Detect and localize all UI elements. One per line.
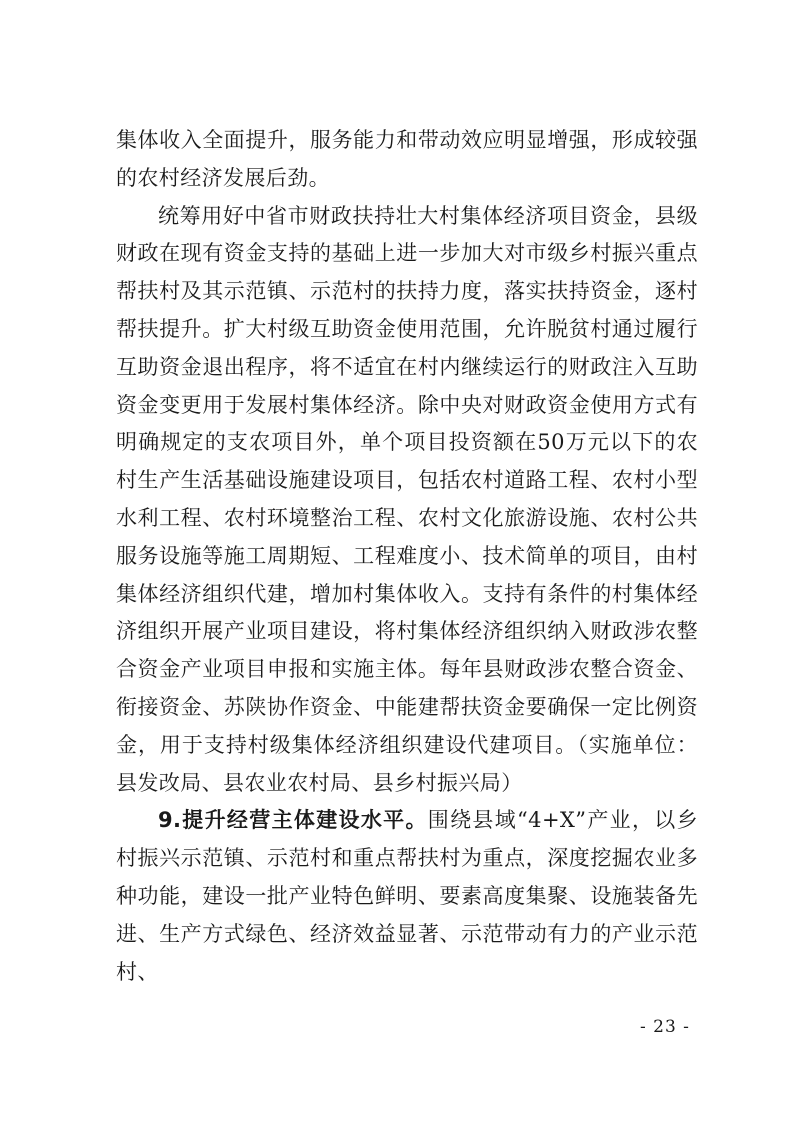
paragraph-2	[116, 198, 698, 803]
paragraph-1	[116, 122, 698, 198]
paragraph-2-text: 统筹用好中省市财政扶持壮大村集体经济项目资金，县级财政在现有资金支持的基础上进一步加大对市级乡村振兴重点帮扶村及其示范镇、示范村的扶持力度，落实扶持资金，逐村帮扶提升。扩大村级互助资金使用范围，允许脱贫村通过履行互助资金退出程序，将不适宜在村内继续运行的财政注入互助资金变更用于发展村集体经济。除中央对财政资金使用方式有明确规定的支农项目外，单个项目投资额在50万元以下的农村生产生活基础设施建设项目，包括农村道路工程、农村小型水利工程、农村环境整治工程、农村文化旅游设施、农村公共服务设施等施工周期短、工程难度小、技术简单的项目，由村集体经济组织代建，增加村集体收入。支持有条件的村集体经济组织开展产业项目建设，将村集体经济组织纳入财政涉农整合资金产业项目申报和实施主体。每年县财政涉农整合资金、衔接资金、苏陕协作资金、中能建帮扶资金要确保一定比例资金，用于支持村级集体经济组织建设代建项目。（实施单位：县发改局、县农业农村局、县乡村振兴局）	[116, 203, 698, 795]
paragraph-3-text: 围绕县域“4+X”产业，以乡村振兴示范镇、示范村和重点帮扶村为重点，深度挖掘农业多种功能，建设一批产业特色鲜明、要素高度集聚、设施装备先进、生产方式绿色、经济效益显著、示范带动有力的产业示范村、	[116, 808, 698, 984]
page-number: - 23 -	[640, 1017, 690, 1037]
body-text	[116, 122, 698, 991]
paragraph-3	[116, 802, 698, 991]
paragraph-1-text: 集体收入全面提升，服务能力和带动效应明显增强，形成较强的农村经济发展后劲。	[116, 128, 698, 190]
section-heading: 9.提升经营主体建设水平。	[158, 808, 428, 833]
